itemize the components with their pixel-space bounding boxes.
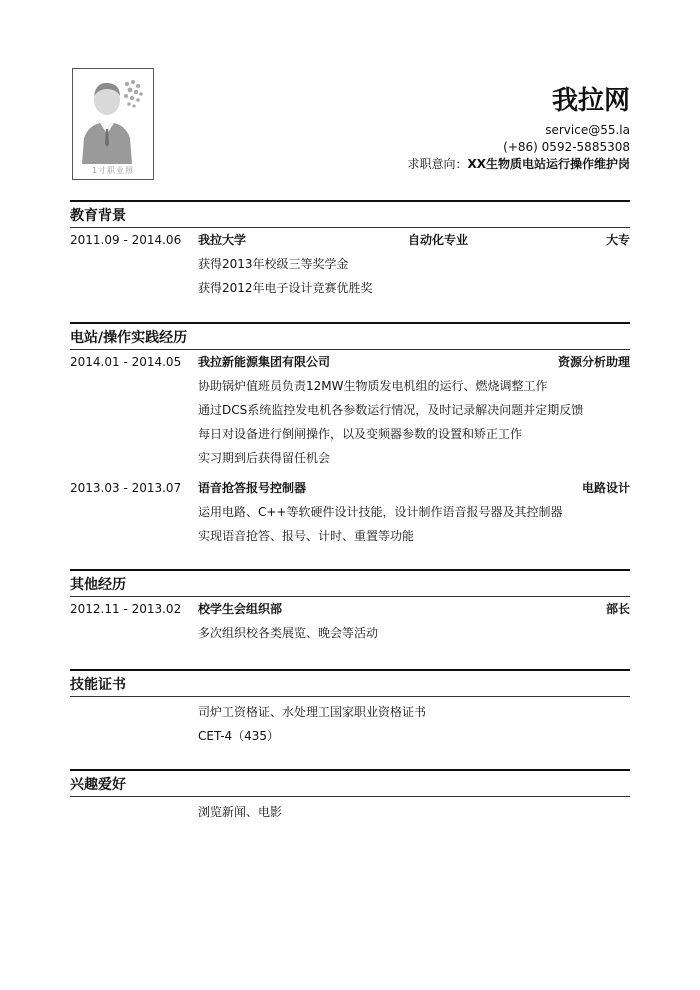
skill-item: 司炉工资格证、水处理工国家职业资格证书 (198, 705, 427, 719)
role: 部长 (605, 602, 630, 616)
section-title: 其他经历 (70, 577, 126, 593)
job-objective (407, 156, 630, 173)
entry-date: 2013.03 - 2013.07 (70, 481, 182, 495)
section-title: 教育背景 (70, 208, 126, 224)
school-name: 我拉大学 (198, 233, 247, 247)
organization: 我拉新能源集团有限公司 (198, 355, 331, 369)
avatar-placeholder-icon (76, 72, 150, 164)
entry-date: 2014.01 - 2014.05 (70, 355, 182, 369)
profile-photo (72, 68, 154, 180)
objective-label: 求职意向： (407, 157, 468, 171)
entry-detail: 通过DCS系统监控发电机各参数运行情况，及时记录解决问题并定期反馈 (198, 403, 584, 417)
section-title: 兴趣爱好 (70, 777, 126, 793)
candidate-name: 我拉网 (551, 86, 630, 116)
organization: 校学生会组织部 (198, 602, 283, 616)
role: 资源分析助理 (557, 355, 630, 369)
hobby-item: 浏览新闻、电影 (198, 805, 283, 819)
entry-detail: 协助锅炉值班员负责12MW生物质发电机组的运行、燃烧调整工作 (198, 379, 548, 393)
major: 自动化专业 (408, 233, 469, 247)
entry-detail: 实习期到后获得留任机会 (198, 451, 331, 465)
entry-detail: 实现语音抢答、报号、计时、重置等功能 (198, 529, 415, 543)
education-section (70, 200, 630, 300)
role: 电路设计 (581, 481, 630, 495)
skills-section (70, 669, 630, 748)
experience-entry (70, 350, 630, 374)
degree: 大专 (605, 233, 630, 247)
other-experience-section (70, 569, 630, 645)
objective-value: XX生物质电站运行操作维护岗 (467, 157, 630, 171)
section-title: 技能证书 (70, 677, 126, 693)
resume-header (407, 86, 630, 173)
entry-date: 2011.09 - 2014.06 (70, 233, 182, 247)
phone: (+86) 0592-5885308 (503, 140, 630, 154)
entry-detail: 获得2012年电子设计竞赛优胜奖 (198, 281, 373, 295)
entry-detail: 多次组织校各类展览、晚会等活动 (198, 626, 379, 640)
section-title: 电站/操作实践经历 (70, 330, 188, 346)
experience-entry (70, 597, 630, 621)
email: service@55.la (545, 123, 630, 137)
skill-item: CET-4（435） (198, 729, 280, 743)
experience-entry (70, 476, 630, 500)
education-entry (70, 228, 630, 252)
entry-detail: 运用电路、C++等软硬件设计技能，设计制作语音报号器及其控制器 (198, 505, 563, 519)
hobbies-section (70, 769, 630, 824)
organization: 语音抢答报号控制器 (198, 481, 307, 495)
photo-caption: 1寸职业照 (91, 166, 135, 175)
entry-date: 2012.11 - 2013.02 (70, 602, 182, 616)
practice-section (70, 322, 630, 548)
entry-detail: 获得2013年校级三等奖学金 (198, 257, 349, 271)
entry-detail: 每日对设备进行倒闸操作，以及变频器参数的设置和矫正工作 (198, 427, 523, 441)
